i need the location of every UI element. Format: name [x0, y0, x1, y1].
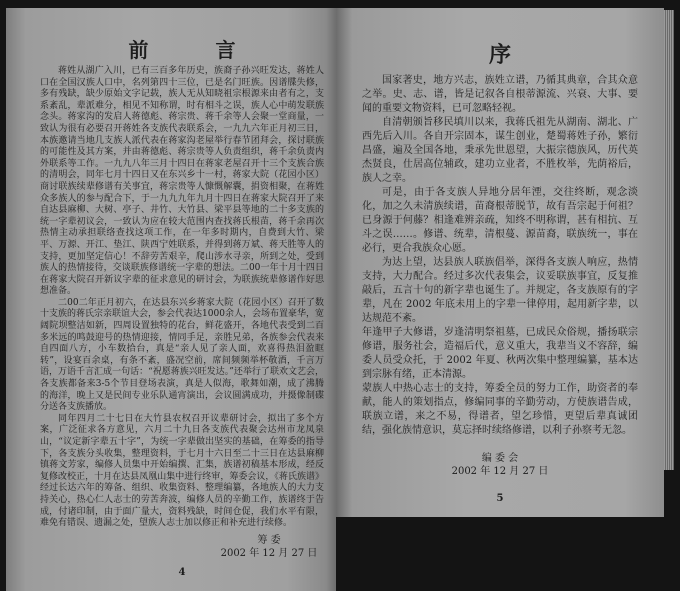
right-page [336, 8, 664, 517]
signature-block [214, 534, 324, 560]
foreword-title: 序 [488, 42, 541, 68]
signature-block [435, 452, 565, 478]
paragraph: 二00二年正月初六，在达县东兴乡蒋家大院（花园小区）召开了数十支族的蒋氏宗亲联谊大会，参会代表达1000余人，会场布置豪华，宽阔院坝整洁如新，四周设置独特的花台，鲜花盛开，各地代表受到二百多米远的鸣鼓迎号的热情迎接，情同手足，亲胜兄弟，各族参会代表来自四面八方，小车数拾台，真是“亲人见了亲人面，欢喜得热泪盈眶转”，设宴百余桌，有条不紊，盛况空前，席间频频举杯敬酒，千言万语，万语千言汇成一句话：“祝愿蒋族兴旺发达。”还举行了联欢文艺会，各支族都备来3-5个节目登场表演，真是人似海，歌舞如潮，成了沸腾的海洋，晚上又是民间专业乐队通宵演出，会议圆满成功，并摄像制碟分送各支族播放。 [40, 297, 324, 413]
paragraph: 蒙族人中热心志士的支持，筹委全员的努力工作，助资者的奉献，能人的策划指点，修编同事的辛勤劳动，方使族谱告成，联族立谱，来之不易，得谱者，望乞珍惜，更望后辈真诚团结，强化族情意识，莫忘择时续络修谱，以利子孙察考无忽。 [362, 383, 638, 436]
signature: 编 委 会 [481, 453, 519, 464]
date: 2002 年 12 月 27 日 [451, 466, 549, 477]
paragraph: 年逢甲子大修谱，岁逢清明祭祖墓，已成民众俗规，播扬联宗修谱，服务社会，造福后代，意义重大，我辈当义不容辞，编委人员受众托，于 2002 年夏、秋两次集中整理编纂，基本达到宗脉有绪，正本清源。 [362, 327, 638, 380]
paragraph: 蒋姓从湖广入川，已有三百多年历史，族裔子孙兴旺发达，蒋姓人口在全国汉族人口中，名列第四十三位，已是名门旺族。因谱牒失修，多有残缺，缺少原始文字记载，族人无从知晓祖宗根源来由者有之，支系紊乱，辈派难分，相见不知称谓，时有相斗之误，族人心中萌发联族念头。蒋家沟的发启人蒋德彪、蒋宗贵、蒋千余等人会聚一堂商量，一致认为很有必要召开蒋姓各支族代表联系会，一九九六年正月初三日，本族邀请当地几支族人派代表在蒋家沟老屋举行春节团拜会，探讨联族的可能性及其方案，并由蒋德彪、蒋宗贵等人负责组织，蒋千余负责内外联系等工作。一九九八年三月十四日在蒋家老屋召开十三个支族合族的清明会，同年七月十四日又在东兴乡十一村，蒋家大院（花园小区）商讨联族续辈修谱有关事宜，蒋宗贵等人慷慨解囊，捐资相聚，在蒋姓众多族人的参与配合下，于一九九九年九月十四日在蒋家大院召开了来自达县麻柳、大树、亭子、井竹、大竹县、梁平县等地的二十多支族的统一字辈初议会，一致认为应在较大范围内查找蒋氏根苗，蒋千余再次热情主动承担联络查找这项工作，在一年多时期内，自费到大竹、梁平、万源、开江、垫江、陕西宁姓联系，并得到蒋万斌、蒋天胜等人的支持，更加坚定信心！不辞劳苦艰辛，爬山涉水寻亲，所到之处，受到族人的热情接待，交谈联族修谱统一字辈的想法。二00一年十月十四日在蒋家大院召开新议字辈的征求意见的研讨会，为联族统辈修谱作好思想准备。 [40, 66, 324, 297]
preface-body [40, 66, 324, 530]
page-stack-edge [664, 10, 674, 470]
paragraph: 同年四月二十七日在大竹县农权召开议辈研讨会，拟出了多个方案，广泛征求各方意见，六月二十九日各支族代表聚会达州市龙凤泉山，“议定新字辈五十字”，为统一字辈做出坚实的基础，在筹委的指导下，各支族分头收集，整理资料，于七月十六日至二十三日在达县麻柳镇蒋文芳家，编修人员集中开始编撰、汇集，族谱初稿基本形成，经反复修改校正，十月在达县凤凰山集中进行终审，筹委会议，《蒋氏族谱》经过长达六年的筹备、组织、收集资料、整理编纂，各地族人的大力支持关心，热心仁人志士的劳苦奔波，编修人员的辛勤工作，族谱终于告成，付诸印制，由于面广量大，资料残缺，时间仓促，我们水平有限，难免有错误、遗漏之处，望族人志士加以修正和补充进行续修。 [40, 413, 324, 529]
paragraph: 可是，由于各支族人异地分居年湮，交往终断，观念淡化，加之久未清族续谱，苗裔根蒂脱节，故有吾宗起于何祖？已身源于何藤？相逢难辨亲疏，知终不明称谓，甚有相抗、互斗之误……。修谱、统辈，清根蔓、源苗裔，联族统一，事在必行，更合我族众心愿。 [362, 187, 638, 254]
date: 2002 年 12 月 27 日 [220, 547, 318, 559]
signature: 筹 委 [257, 534, 281, 546]
page-number: 5 [496, 493, 504, 504]
page-number: 4 [178, 566, 186, 578]
paragraph: 自清朝颁旨移民填川以来，我蒋氏祖先从湖南、湖北、广西先后入川。各自开宗固本，谋生创业，楚蜀蒋姓子孙，繁衍昌盛，遍及全国各地，秉承先世恩望，大振宗德族风，历代英杰贤良，仕居高位辅政，建功立业者，不胜枚举，先荫裕后，族人之幸。 [362, 117, 638, 184]
paragraph: 国家著史，地方兴志，族姓立谱，乃循其典章，合其众意之举。史、志、谱，皆是记叙各自根蒂源流、兴衰、大事、要闻的重要文物资料，已可忽略轻视。 [362, 75, 638, 114]
foreword-body [362, 74, 638, 438]
left-page [6, 8, 336, 591]
paragraph: 为达上望，达县族人联族倡举，深得各支族人响应，热情支持，大力配合。经过多次代表集会，议妥联族事宜，反复推敲后，五言十句的新字辈也诞生了。并规定，各支族原有的字辈，凡在 2002 年底未用上的字辈一律停用，起用新字辈，以达规范不紊。 [362, 257, 638, 324]
preface-title: 前 言 [128, 38, 266, 62]
